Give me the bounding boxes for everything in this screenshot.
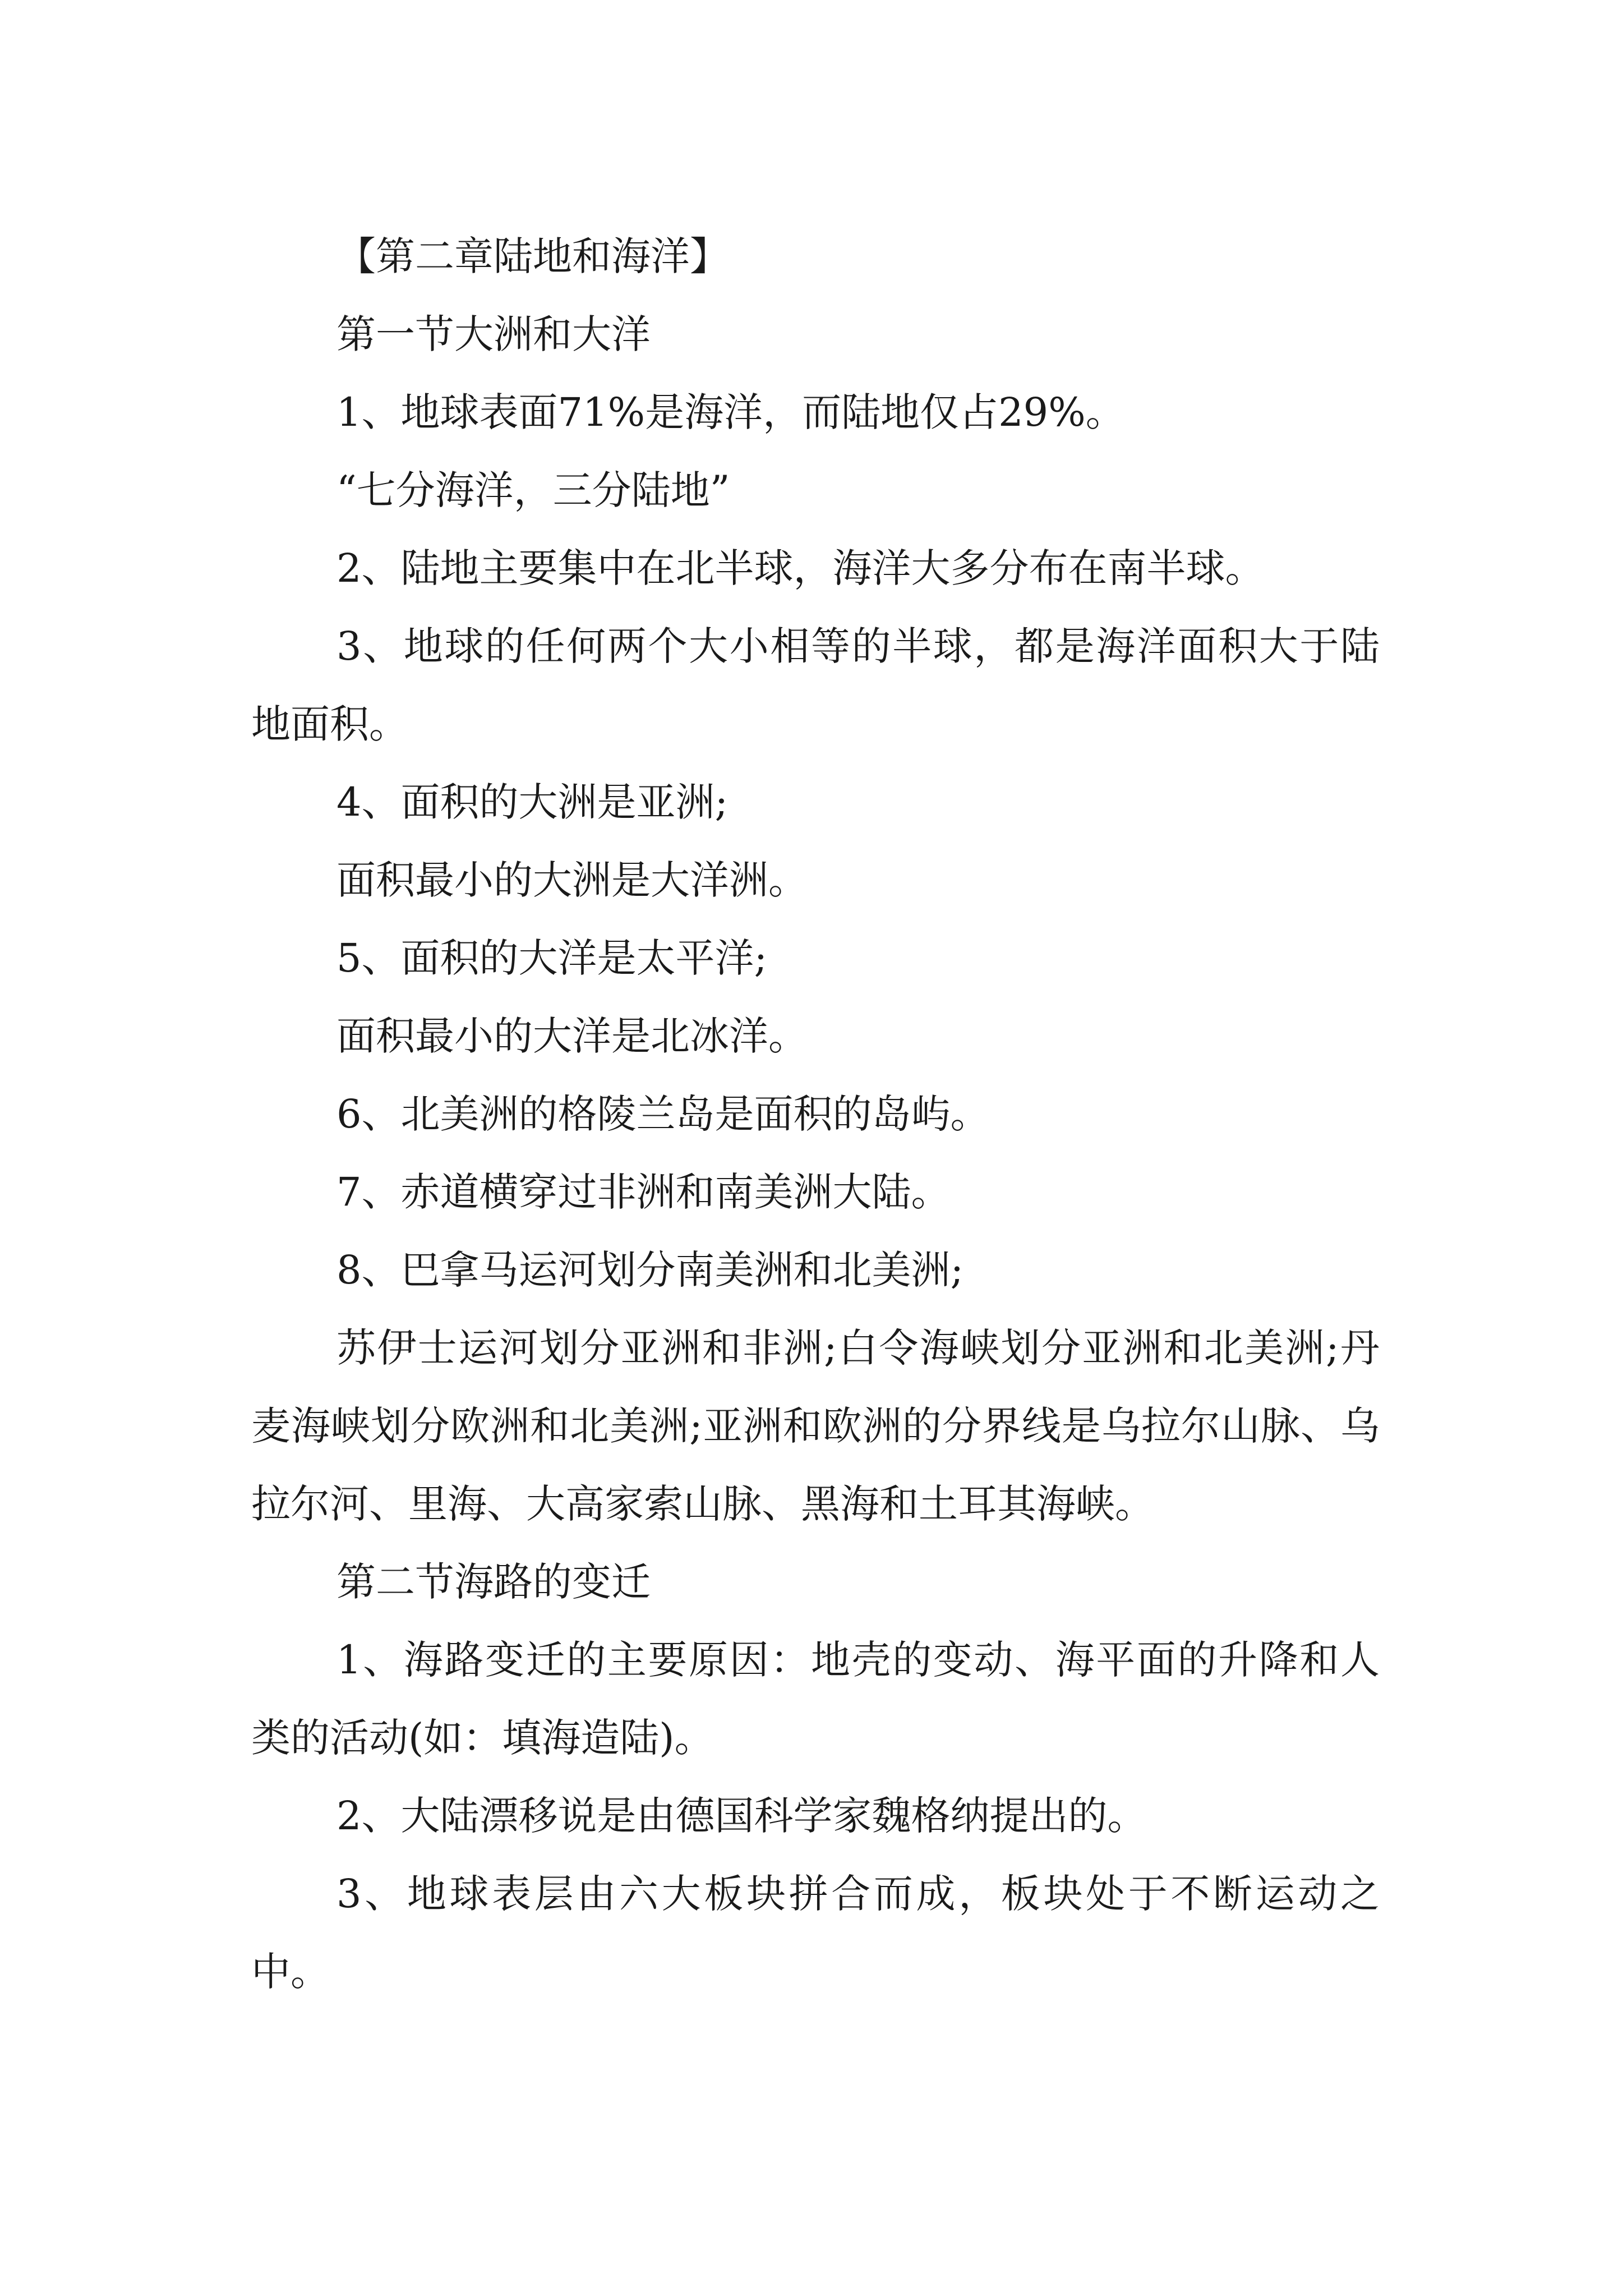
paragraph: 7、赤道横穿过非洲和南美洲大陆。	[336, 1169, 951, 1215]
section-heading-2: 第二节海路的变迁	[336, 1559, 651, 1605]
paragraph: 6、北美洲的格陵兰岛是面积的岛屿。	[336, 1091, 990, 1137]
section-heading-1: 第一节大洲和大洋	[336, 311, 651, 357]
paragraph: 3、地球表层由六大板块拼合而成，板块处于不断运动之中。	[251, 1871, 1380, 1995]
document-body	[251, 218, 1380, 2011]
paragraph: 1、海路变迁的主要原因：地壳的变动、海平面的升降和人类的活动(如：填海造陆)。	[251, 1637, 1380, 1761]
paragraph: 3、地球的任何两个大小相等的半球，都是海洋面积大于陆地面积。	[251, 623, 1380, 747]
paragraph: 2、陆地主要集中在北半球，海洋大多分布在南半球。	[336, 545, 1265, 591]
chapter-title: 【第二章陆地和海洋】	[336, 233, 729, 279]
paragraph: 8、巴拿马运河划分南美洲和北美洲;	[336, 1247, 964, 1293]
paragraph: 面积最小的大洲是大洋洲。	[336, 857, 808, 903]
paragraph: 1、地球表面71%是海洋，而陆地仅占29%。	[336, 389, 1125, 435]
paragraph: “七分海洋，三分陆地”	[336, 467, 730, 513]
paragraph: 4、面积的大洲是亚洲;	[336, 779, 728, 825]
paragraph: 2、大陆漂移说是由德国科学家魏格纳提出的。	[336, 1793, 1147, 1839]
paragraph: 5、面积的大洋是太平洋;	[336, 935, 768, 981]
paragraph: 苏伊士运河划分亚洲和非洲;白令海峡划分亚洲和北美洲;丹麦海峡划分欧洲和北美洲;亚洲和欧洲的分界线是乌拉尔山脉、乌拉尔河、里海、大高家索山脉、黑海和土耳其海峡。	[251, 1325, 1380, 1527]
paragraph: 面积最小的大洋是北冰洋。	[336, 1013, 808, 1059]
